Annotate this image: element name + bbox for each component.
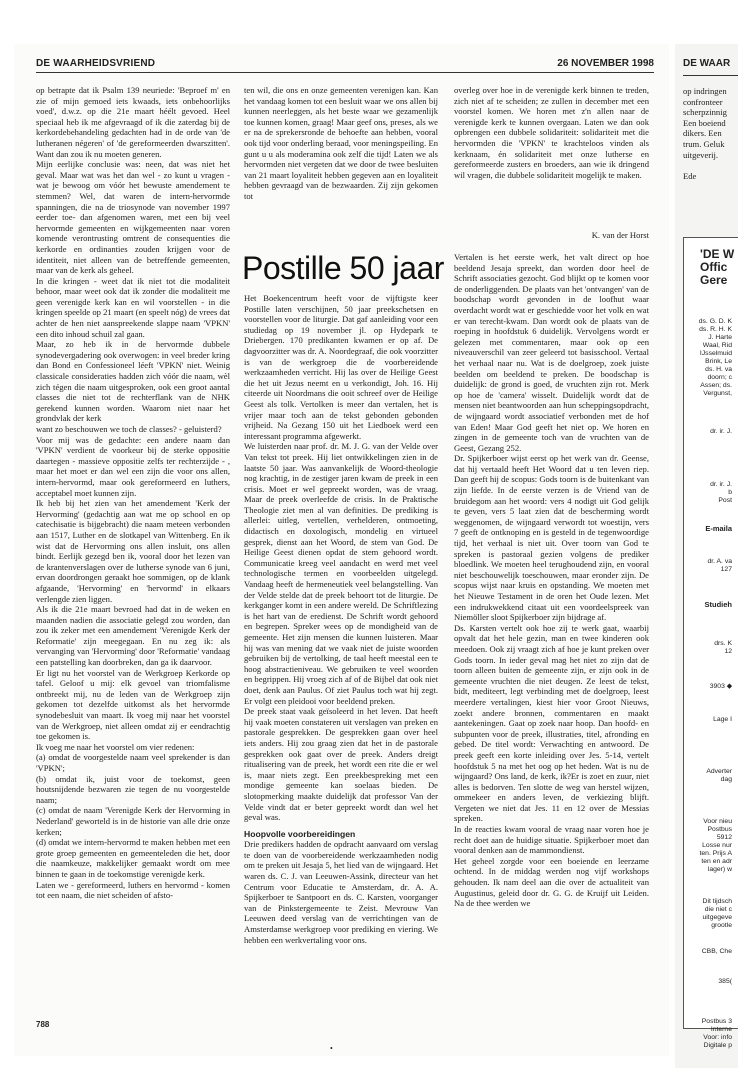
colophon-line: Postbus	[707, 826, 732, 833]
colophon-line: E-maila	[705, 524, 732, 533]
paragraph: Als ik die 21e maart bevroed had dat in de weken en maanden nadien die associatie gelegd zou worden, dan zou ik zeker met een amendement 'Verenigde Kerk der Reformatie' zijn meegegaan. En nu zeg ik: als vervanging van 'Hervorming' door 'Reformatie' vandaag een patstelling kan doorbreken, dan ga ik daarvoor.	[36, 604, 230, 668]
colophon-line: ds. H. va	[705, 366, 732, 373]
header-rule	[36, 72, 654, 73]
paragraph: De preek staat vaak geïsoleerd in het leven. Dat heeft hij vaak moeten constateren uit verslagen van preken en pastorale gesprekken. De gesprekken gaan over heel iets anders. Hij zou graag zien dat het in de pastorale gesprekken ook gaat over de preek. Anders dreigt ritualisering van de preek, het wordt een rite die er wel is, maar niets zegt. Een preekbespreking met een mondige gemeente kan soelaas bieden. De slotopmerking maakte duidelijk dat professor Van der Velde vindt dat er beter gepreekt wordt dan wel het geval was.	[244, 706, 438, 823]
issue-date: 26 NOVEMBER 1998	[557, 58, 654, 69]
column-1	[36, 85, 230, 985]
colophon-line: dr. A. va	[707, 558, 732, 565]
colophon-line: Assen; ds.	[700, 382, 732, 389]
paragraph: In die kringen - weet dat ik niet tot die modaliteit behoor, maar weet ook dat ik zonder die modaliteit me geen verenigde kerk kan en wil voorstellen - in die kringen speelde op 21 maart (en speelt nóg) de vrees dat achter de hen niet aanspreekende slappe naam 'VPKN' een dito inhoud schuil zal gaan.	[36, 275, 230, 339]
paragraph: (a) omdat de voorgestelde naam veel sprekender is dan 'VPKN';	[36, 752, 230, 773]
colophon-line: Voor nieu	[703, 818, 732, 825]
colophon-line: ds. R. H. K	[699, 326, 732, 333]
colophon-line: dr. ir. J.	[710, 481, 732, 488]
colophon-line: 12	[724, 648, 732, 655]
paragraph: Ik heb bij het zien van het amendement 'Kerk der Hervorming' (gedachtig aan wat me op school en op catechisatie is bijgebracht) die naam meteen verbonden aan 1517, Luther en de slotkapel van Wittenberg. En ik wist dat de Hervorming ons allen insluit, ons allen bindt. Eerlijk gezegd ben ik, vooral door het lezen van de krantenverslagen over de lutherse synode van 6 juni, ervan doordrongen geraakt hoe sommigen, op de klank afgaande, 'Hervorming' en 'hervormd' in elkaars verlengde zien liggen.	[36, 498, 230, 604]
paragraph: (c) omdat de naam 'Verenigde Kerk der Hervorming in Nederland' geworteld is in de historie van alle drie onze kerken;	[36, 805, 230, 837]
column-2	[244, 293, 438, 1041]
colophon-line: Studieh	[704, 600, 732, 609]
colophon-line: Post	[718, 497, 732, 504]
paragraph: Het geheel zorgde voor een boeiende en leerzame ochtend. In de middag werden nog vijf workshops gehouden. Ik nam deel aan die over de actualiteit van Augustinus, geleid door dr. G. G. de Kruijf uit Leiden. Na de thee werden we	[454, 855, 649, 909]
column-2-top	[244, 85, 438, 240]
text-line: dikers. Een	[683, 128, 722, 139]
colophon-line: CBB, Che	[701, 948, 732, 955]
colophon-line: dr. ir. J.	[710, 428, 732, 435]
bullet-dot: •	[330, 1044, 333, 1053]
text-line: confronteer	[683, 96, 723, 107]
article-headline: Postille 50 jaar	[242, 250, 444, 286]
text-line: op indringen	[683, 86, 727, 96]
paragraph: Mijn eerlijke conclusie was: neen, dat was niet het geval. Maar wat was het dan wel - zo kunt u vragen - wat je bewoog om vóór het bewuste amendement te stemmen? Wel, dat waren de intern-hervormde spanningen, die na de triosynode van november 1997 eerder toe- dan afgenomen waren, met een bij veel hervormde gemeenten en wijkgemeenten naar voren komende verontrusting omtrent de consequenties die kerkorde en ordinanties zouden krijgen voor de identiteit, niet alleen van de betreffende gemeenten, maar van de kerk als geheel.	[36, 159, 230, 276]
colophon-line: b	[728, 489, 732, 496]
colophon-line: grootle	[711, 922, 732, 929]
colophon-line: lager) w	[707, 866, 732, 873]
text-line: uitgeverij.	[683, 149, 719, 160]
title-line: 'DE W	[700, 247, 735, 261]
text-line: scherpzinnig	[683, 107, 727, 118]
author-signature: K. van der Horst	[591, 230, 649, 240]
colophon-line: Vergunst,	[703, 390, 732, 397]
colophon-box	[683, 237, 738, 1049]
text-line	[683, 160, 738, 171]
colophon-line: Dit tijdsch	[702, 898, 732, 905]
paragraph: overleg over hoe in de verenigde kerk binnen te treden, zich niet af te scheiden; ze zullen in december met een voorstel komen. We horen met z'n allen naar de verenigde kerk te kunnen overgaan. Laten we dan ook opbrengen een dubbele solidariteit: solidariteit met die hervormden die 'VPKN' te krachteloos vinden als kerknaam, én solidariteit met onze lutherse en gereformeerde zusters en broeders, aan wie ik dringend wil vragen, die dubbele solidariteit mogelijk te maken.	[454, 85, 649, 180]
column-3	[454, 252, 649, 1042]
colophon-line: dag	[720, 776, 732, 783]
paragraph: Ds. Karsten vertelt ook hoe zij te werk gaat, waarbij opvalt dat het hele gezin, man en twee kinderen ook meedoen. Ook zij vraagt zich af hoe je kunt preken over Gods toorn. In ieder geval mag het niet zo zijn dat de toorn alleen buiten de gemeente zijn, er zijn ook in de gemeente vruchten die niet deugen. Ze leest de tekst, bidt, mediteert, legt verbinding met de doelgroep, leest meerdere vertalingen, kiest hier voor Groot Nieuws, zoekt andere bronnen, commentaren en maakt aantekeningen. Gaat op zoek naar hoop. Dan hoofd- en subpunten voor de preek, illustraties, titel, afronding en gebed. De titel wordt: Verwachting en antwoord. De preek geeft een korte inleiding over Jes. 5-14, vertelt hoofdstuk 5 na met het oog op het heden. Wat is nu de wijngaard? Ons land, de kerk, ik?Er is zoet en zuur, niet alles is bedorven. Ten slotte de weg van herstel wijzen, ommekeer en anders leven, de verkiezing blijft. Vergeten we niet dat Jes. 11 en 12 over de Messias spreken.	[454, 622, 649, 824]
colophon-line: Lage I	[713, 716, 732, 723]
paragraph: (b) omdat ik, juist voor de toekomst, geen houtsnijdende bezwaren zie tegen de nu voorgestelde naam;	[36, 773, 230, 805]
adjacent-header-rule	[683, 75, 738, 76]
colophon-title	[700, 248, 734, 287]
paragraph: op betrapte dat ik Psalm 139 neuriede: 'Beproef m' en zie of mijn gemoed iets kwaads, iets onbehoorlijks voed', d.w.z. op die 21e maart héélt gevoed. Heel speciaal heb ik me afgevraagd of ik die zaterdag bij de kerkordebehandeling gedachten had in de orde van 'de lutheranen négeren' of 'de gereformeerden dwarszitten'. Want dan zou ik nu moeten generen.	[36, 85, 230, 159]
colophon-line: ds. G. D. K	[698, 318, 732, 325]
adjacent-page-header: DE WAAR	[683, 58, 731, 69]
colophon-line: Waal, Rid	[702, 342, 732, 349]
colophon-line: ten en adr	[701, 858, 732, 865]
paragraph: Vertalen is het eerste werk, het valt direct op hoe beeldend Jesaja spreekt, dan worden door heel de Schrift associaties gezocht. God blijkt op te komen voor de onderliggenden. De plaats van het 'ontvangen' van de boodschap wordt gevonden in de loofhut waar overdacht wordt wat er geschiedde voor het volk en wat er van terecht-kwam. Dan wordt ook de plaats van de roeping in hoofdstuk 6 duidelijk. Vervolgens wordt er gelezen met commentaren, maar ook op een niveauverschil van zeer geleerd tot basisschool. Vertaal het verhaal naar nu. Wat is de doelgroep, zoek juiste beelden om beeldend te preken. De boodschap is duidelijk: de grond is goed, de vruchten zijn rot. Merk op hoe de 'camera' wisselt. Duidelijk wordt dat de mensen niet beantwoorden aan hun scheppingsopdracht, de wijngaard wordt associatief verbonden met de hof van Eden! Maar God geeft het niet op. We horen en zingen in de gemeente toch van de vruchten van de Geest, Gezang 252.	[454, 252, 649, 453]
colophon-line: 385(	[718, 978, 732, 985]
paragraph: In de reacties kwam vooral de vraag naar voren hoe je recht doet aan de huidige situatie. Spijkerboer moet dan vooral denken aan de mammondienst.	[454, 824, 649, 856]
publication-title: DE WAARHEIDSVRIEND	[36, 58, 156, 69]
colophon-line: Losse nur	[702, 842, 732, 849]
colophon-line: 127	[720, 566, 732, 573]
colophon-line: Digitale p	[703, 1042, 732, 1049]
colophon-line: uitgegeve	[702, 914, 732, 921]
paragraph: Dr. Spijkerboer wijst eerst op het werk van dr. Geense, dat hij vertaald heeft Het Woord dat u ten leven riep. Dan geeft hij de scopus: Gods toorn is de buitenkant van zijn liefde. In de eerste verzen is de Vriend van de bruidegom aan het woord: vers 4 nodigt uit God gelijk te geven, vers 5 laat zien dat de bescherming wordt weggenomen, de wijngaard verwordt tot woestijn, vers 7 geeft de ontknoping en is gesteld in de tegenwoordige tijd, het verhaal is niet uit. Over toorn van God te spreken is pastoraal gezien volgens de prediker bloedlink. We moeten heel terughoudend zijn, en vooral niet beschouwelijk toeschouwen, maar eronder zijn. De scopus wijst naar kruis en opstanding. We moeten met het Nieuwe Testament in de oren het Oude lezen. Met een indrukwekkend citaat uit een voordeelspreek van Niemöller sloot Spijkerboer zijn bijdrage af.	[454, 453, 649, 623]
paragraph: We luisterden naar prof. dr. M. J. G. van der Velde over Van tekst tot preek. Hij liet ontwikkelingen zien in de laatste 50 jaar. Was aanvankelijk de Woord-theologie nog krachtig, in de zestiger jaren kwam de preek in een crisis. Moet er wel gepreekt worden, was de vraag. Maar de preek overleefde de crisis. In de Praktische Theologie ziet men al van definities. De prediking is allerlei: uitleg, vertellen, verhelderen, ontmoeting, didactisch en doxologisch, mondelig en virtueel gesprek, dienst aan het Woord, de stem van God. De Heilige Geest dienen opdat de stem gehoord wordt. Communicatie kreeg veel aandacht en werd met veel technologische termen en voorbeelden uitgelegd. Vandaag heeft de hermeneutiek veel belangstelling. Van der Velde stelde dat de preek behoort tot de liturgie. De kerkganger komt in een andere wereld. De Schriftlezing is het hart van de eredienst. De Schrift wordt gehoord en begrepen. Spreker wees op de mondigheid van de gemeente. Het zijn mensen die kunnen luisteren. Maar hij was van mening dat we vaak niet de juiste woorden gebruiken bij de vertolking, de taal heeft meestal een te hoog abstractieniveau. We gebruiken te veel woorden en begrippen. Hij vroeg zich af of de Bijbel dat ook niet doet, denk aan Paulus. Of ziet Paulus toch wat hij zegt. Er volgt een pleidooi voor beeldend preken.	[244, 441, 438, 706]
title-line: Gere	[700, 273, 728, 287]
colophon-line: Adverter	[706, 768, 732, 775]
paragraph: (d) omdat we intern-hervormd te maken hebben met een grote groep gemeenten en gemeenteleden die het, door die naamkeuze, makkelijker gemaakt wordt om mee binnen te gaan in de toekomstige verenigde kerk.	[36, 837, 230, 879]
colophon-line: drs. K	[714, 640, 732, 647]
colophon-line: 5912	[716, 834, 732, 841]
paragraph: Het Boekencentrum heeft voor de vijftigste keer Postille laten verschijnen, 50 jaar preekschetsen en voorstellen voor de liturgie. Dat gaf aanleiding voor een studiedag op 19 november jl. op Hydepark te Driebergen. 170 predikanten kwamen er op af. De dagvoorzitter was dr. A. Noordegraaf, die ook voorzitter is van de werkgroep die de voorbereidende werkzaamheden verricht. Hij las over de Heilige Geest die het uit Jezus neemt en u verkondigt, Joh. 16. Hij citeerde uit Noordmans die ooit schreef over de Heilige Geest als tolk. Vertolken is meer dan vertalen, het is vrijer maar toch aan de tekst gebonden gebonden vrijheid. Na Gezang 150 uit het Liedboek werd een interessant programma afgewerkt.	[244, 293, 438, 441]
text-line: Ede	[683, 170, 697, 181]
colophon-line: IJsselmuid	[699, 350, 732, 357]
title-line: Offic	[700, 260, 728, 274]
paragraph: Ik voeg me naar het voorstel om vier redenen:	[36, 741, 195, 752]
colophon-line: Brink, Le	[705, 358, 732, 365]
page-number: 788	[36, 1020, 50, 1029]
colophon-line: die niet c	[704, 906, 732, 913]
adjacent-page	[675, 44, 738, 1068]
colophon-line: Postbus 3	[701, 1018, 732, 1025]
text-line: Een boeiend	[683, 117, 726, 128]
colophon-line: Voor: info	[703, 1034, 732, 1041]
paragraph: ten wil, die ons en onze gemeenten verenigen kan. Kan het vandaag komen tot een besluit waar we ons allen bij kunnen neerleggen, als het beste waar we gezamenlijk toe kunnen komen, graag! Maar geef ons, preses, als we er na de sprekersronde de behoefte aan hebben, vooral ook tijd voor onderling beraad, voor meningspeiling. En gunt u u als moderamina ook zelf die tijd! Laten we als hervormden niet vergeten dat we door de twee besluiten van 21 maart loyaliteit hebben gegeven aan en loyaliteit hebben gevraagd van de bezwaarden. Zij zijn gekomen tot	[244, 85, 438, 201]
colophon-line: J. Harte	[708, 334, 732, 341]
text-line: trum. Geluk	[683, 138, 725, 149]
colophon-line: ten. Prijs A	[699, 850, 732, 857]
colophon-line: doorn; c	[707, 374, 732, 381]
colophon-line: Interne	[710, 1026, 732, 1033]
colophon-line: 3903 ◆	[709, 683, 732, 690]
paragraph: Er ligt nu het voorstel van de Werkgroep Kerkorde op tafel. Geloof u mij: elk gevoel van triomfalisme ontbreekt mij, nu de leden van de Werkgroep zijn gekomen tot dezelfde uitkomst als het hervormde synodebesluit van maart. Ik voeg mij naar het voorstel van de Werkgroep, niet alleen omdat zij er eendrachtig toe gekomen is.	[36, 667, 230, 742]
adjacent-text	[683, 86, 738, 181]
column-3-top	[454, 85, 649, 230]
paragraph: Drie predikers hadden de opdracht aanvaard om verslag te doen van de voorbereidende werkzaamheden nodig om te preken uit Jesaja 5, het lied van de wijngaard. Het waren ds. C. J. van Leeuwen-Assink, directeur van het Centrum voor Educatie te Amsterdam, dr. A. A. Spijkerboer te Santpoort en ds. C. Karsten, voorganger van de Pinkstergemeente te Zeist. Mevrouw Van Leeuwen deed verslag van de verrichtingen van de Amsterdamse werkgroep voor prediking en viering. We hebben een werkvertaling voor ons.	[244, 839, 438, 945]
paragraph: want zo beschouwen we toch de classes? - geluisterd?	[36, 424, 222, 434]
paragraph: Maar, zo heb ik in de hervormde dubbele synodevergadering ook overwogen: in veel breder kring dan Bond en Confessioneel léeft 'VPKN' niet. Weinig classicale consideraties hadden zich vóór die naam, wèl zich tégen die naam uitgesproken, ook een groot aantal classes die niet tot de rechterflank van de NHK gerekend kunnen worden. Waarom niet naar het grondvlak der kerk	[36, 339, 230, 424]
subheading: Hoopvolle voorbereidingen	[244, 828, 356, 839]
paragraph: Laten we - gereformeerd, luthers en hervormd - komen tot een naam, die niet scheiden of afsto-	[36, 879, 230, 901]
paragraph: Voor mij was de gedachte: een andere naam dan 'VPKN' verdient de voorkeur bij de sterke oppositie daartegen - massieve oppositie zelfs ter rechterzijde - , maar het moet er dan wel een zijn die voor ons allen, intern-hervormd, maar ook gereformeerd en luthers, acceptabel moet kunnen zijn.	[36, 434, 230, 498]
